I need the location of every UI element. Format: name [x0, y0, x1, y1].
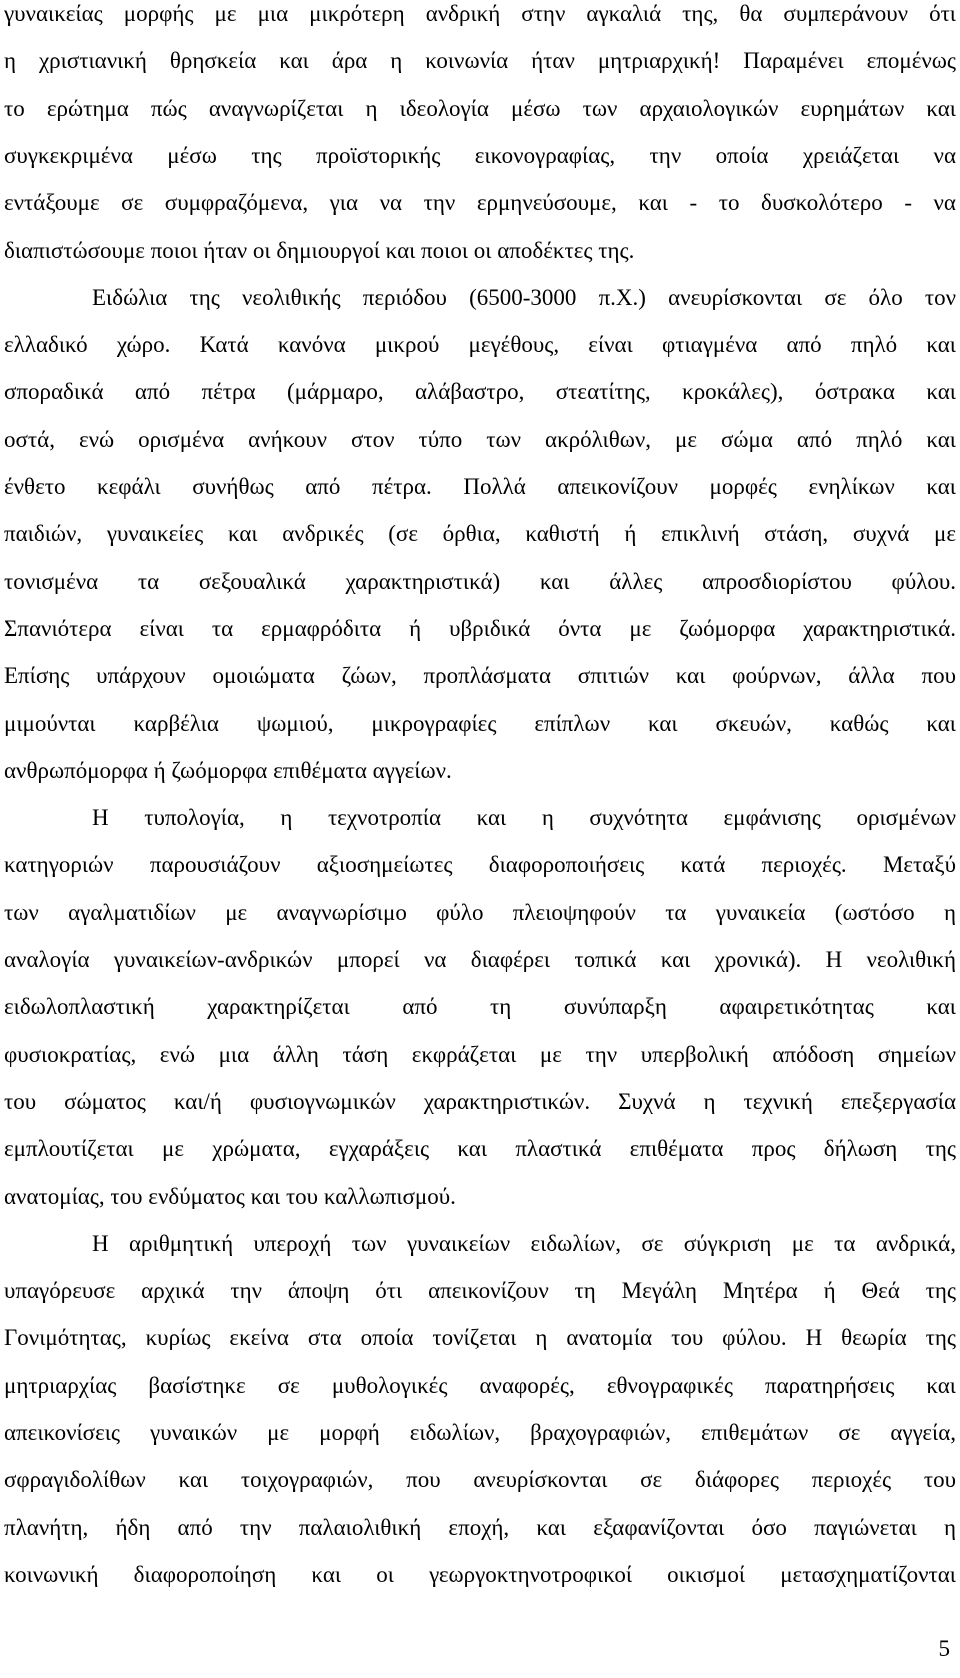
text-line: φυσιοκρατίας, ενώ μια άλλη τάση εκφράζεται με την υπερβολική απόδοση σημείων: [4, 1041, 956, 1067]
text-line: ελλαδικό χώρο. Κατά κανόνα μικρού μεγέθους, είναι φτιαγμένα από πηλό και: [4, 332, 956, 358]
text-line: Σπανιότερα είναι τα ερμαφρόδιτα ή υβριδικά όντα με ζωόμορφα χαρακτηριστικά.: [4, 615, 956, 641]
text-line: παιδιών, γυναικείες και ανδρικές (σε όρθια, καθιστή ή επικλινή στάση, συχνά με: [4, 521, 956, 547]
text-line: σφραγιδολίθων και τοιχογραφιών, που ανευρίσκονται σε διάφορες περιοχές του: [4, 1467, 956, 1493]
text-line: του σώματος και/ή φυσιογνωμικών χαρακτηριστικών. Συχνά η τεχνική επεξεργασία: [4, 1088, 956, 1114]
text-line: εμπλουτίζεται με χρώματα, εγχαράξεις και πλαστικά επιθέματα προς δήλωση της: [4, 1136, 956, 1162]
text-line: ένθετο κεφάλι συνήθως από πέτρα. Πολλά απεικονίζουν μορφές ενηλίκων και: [4, 474, 956, 499]
text-line: κοινωνική διαφοροποίηση και οι γεωργοκτηνοτροφικοί οικισμοί μετασχηματίζονται: [4, 1561, 956, 1587]
text-line: πλανήτη, ήδη από την παλαιολιθική εποχή, και εξαφανίζονται όσο παγιώνεται η: [4, 1514, 956, 1540]
text-line: Γονιμότητας, κυρίως εκείνα στα οποία τονίζεται η ανατομία του φύλου. Η θεωρία της: [4, 1325, 956, 1351]
text-line: διαπιστώσουμε ποιοι ήταν οι δημιουργοί και ποιοι οι αποδέκτες της.: [4, 237, 635, 263]
text-line: Η τυπολογία, η τεχνοτροπία και η συχνότητα εμφάνισης ορισμένων: [92, 805, 956, 831]
text-line: απεικονίσεις γυναικών με μορφή ειδωλίων, βραχογραφιών, επιθεμάτων σε αγγεία,: [4, 1420, 956, 1445]
text-line: τονισμένα τα σεξουαλικά χαρακτηριστικά) και άλλες απροσδιορίστου φύλου.: [4, 568, 956, 594]
text-line: ειδωλοπλαστική χαρακτηρίζεται από τη συνύπαρξη αφαιρετικότητας και: [4, 994, 956, 1020]
page-number: 5: [938, 1636, 950, 1661]
text-line: γυναικείας μορφής με μια μικρότερη ανδρική στην αγκαλιά της, θα συμπεράνουν ότι: [4, 1, 956, 26]
text-line: η χριστιανική θρησκεία και άρα η κοινωνία ήταν μητριαρχική! Παραμένει επομένως: [4, 48, 956, 74]
text-line: των αγαλματιδίων με αναγνωρίσιμο φύλο πλειοψηφούν τα γυναικεία (ωστόσο η: [4, 899, 956, 925]
text-line: μητριαρχίας βασίστηκε σε μυθολογικές αναφορές, εθνογραφικές παρατηρήσεις και: [4, 1372, 956, 1398]
text-line: υπαγόρευσε αρχικά την άποψη ότι απεικονίζουν τη Μεγάλη Μητέρα ή Θεά της: [4, 1278, 956, 1304]
text-line: Επίσης υπάρχουν ομοιώματα ζώων, προπλάσματα σπιτιών και φούρνων, άλλα που: [4, 663, 956, 689]
text-line: οστά, ενώ ορισμένα ανήκουν στον τύπο των ακρόλιθων, με σώμα από πηλό και: [4, 426, 956, 452]
text-line: το ερώτημα πώς αναγνωρίζεται η ιδεολογία μέσω των αρχαιολογικών ευρημάτων και: [4, 95, 956, 121]
document-page: [4, 0, 956, 1678]
text-line: αναλογία γυναικείων-ανδρικών μπορεί να διαφέρει τοπικά και χρονικά). Η νεολιθική: [4, 947, 956, 972]
text-line: Ειδώλια της νεολιθικής περιόδου (6500-3000 π.Χ.) ανευρίσκονται σε όλο τον: [92, 284, 956, 310]
text-line: ανατομίας, του ενδύματος και του καλλωπισμού.: [4, 1183, 456, 1209]
text-line: εντάξουμε σε συμφραζόμενα, για να την ερμηνεύσουμε, και - το δυσκολότερο - να: [4, 190, 956, 216]
text-line: ανθρωπόμορφα ή ζωόμορφα επιθέματα αγγείων.: [4, 757, 452, 783]
text-line: συγκεκριμένα μέσω της προϊστορικής εικονογραφίας, την οποία χρειάζεται να: [4, 142, 956, 168]
text-line: κατηγοριών παρουσιάζουν αξιοσημείωτες διαφοροποιήσεις κατά περιοχές. Μεταξύ: [4, 852, 956, 878]
text-line: μιμούνται καρβέλια ψωμιού, μικρογραφίες επίπλων και σκευών, καθώς και: [4, 710, 956, 736]
text-line: σποραδικά από πέτρα (μάρμαρο, αλάβαστρο, στεατίτης, κροκάλες), όστρακα και: [4, 379, 956, 405]
text-line: Η αριθμητική υπεροχή των γυναικείων ειδωλίων, σε σύγκριση με τα ανδρικά,: [92, 1230, 956, 1256]
